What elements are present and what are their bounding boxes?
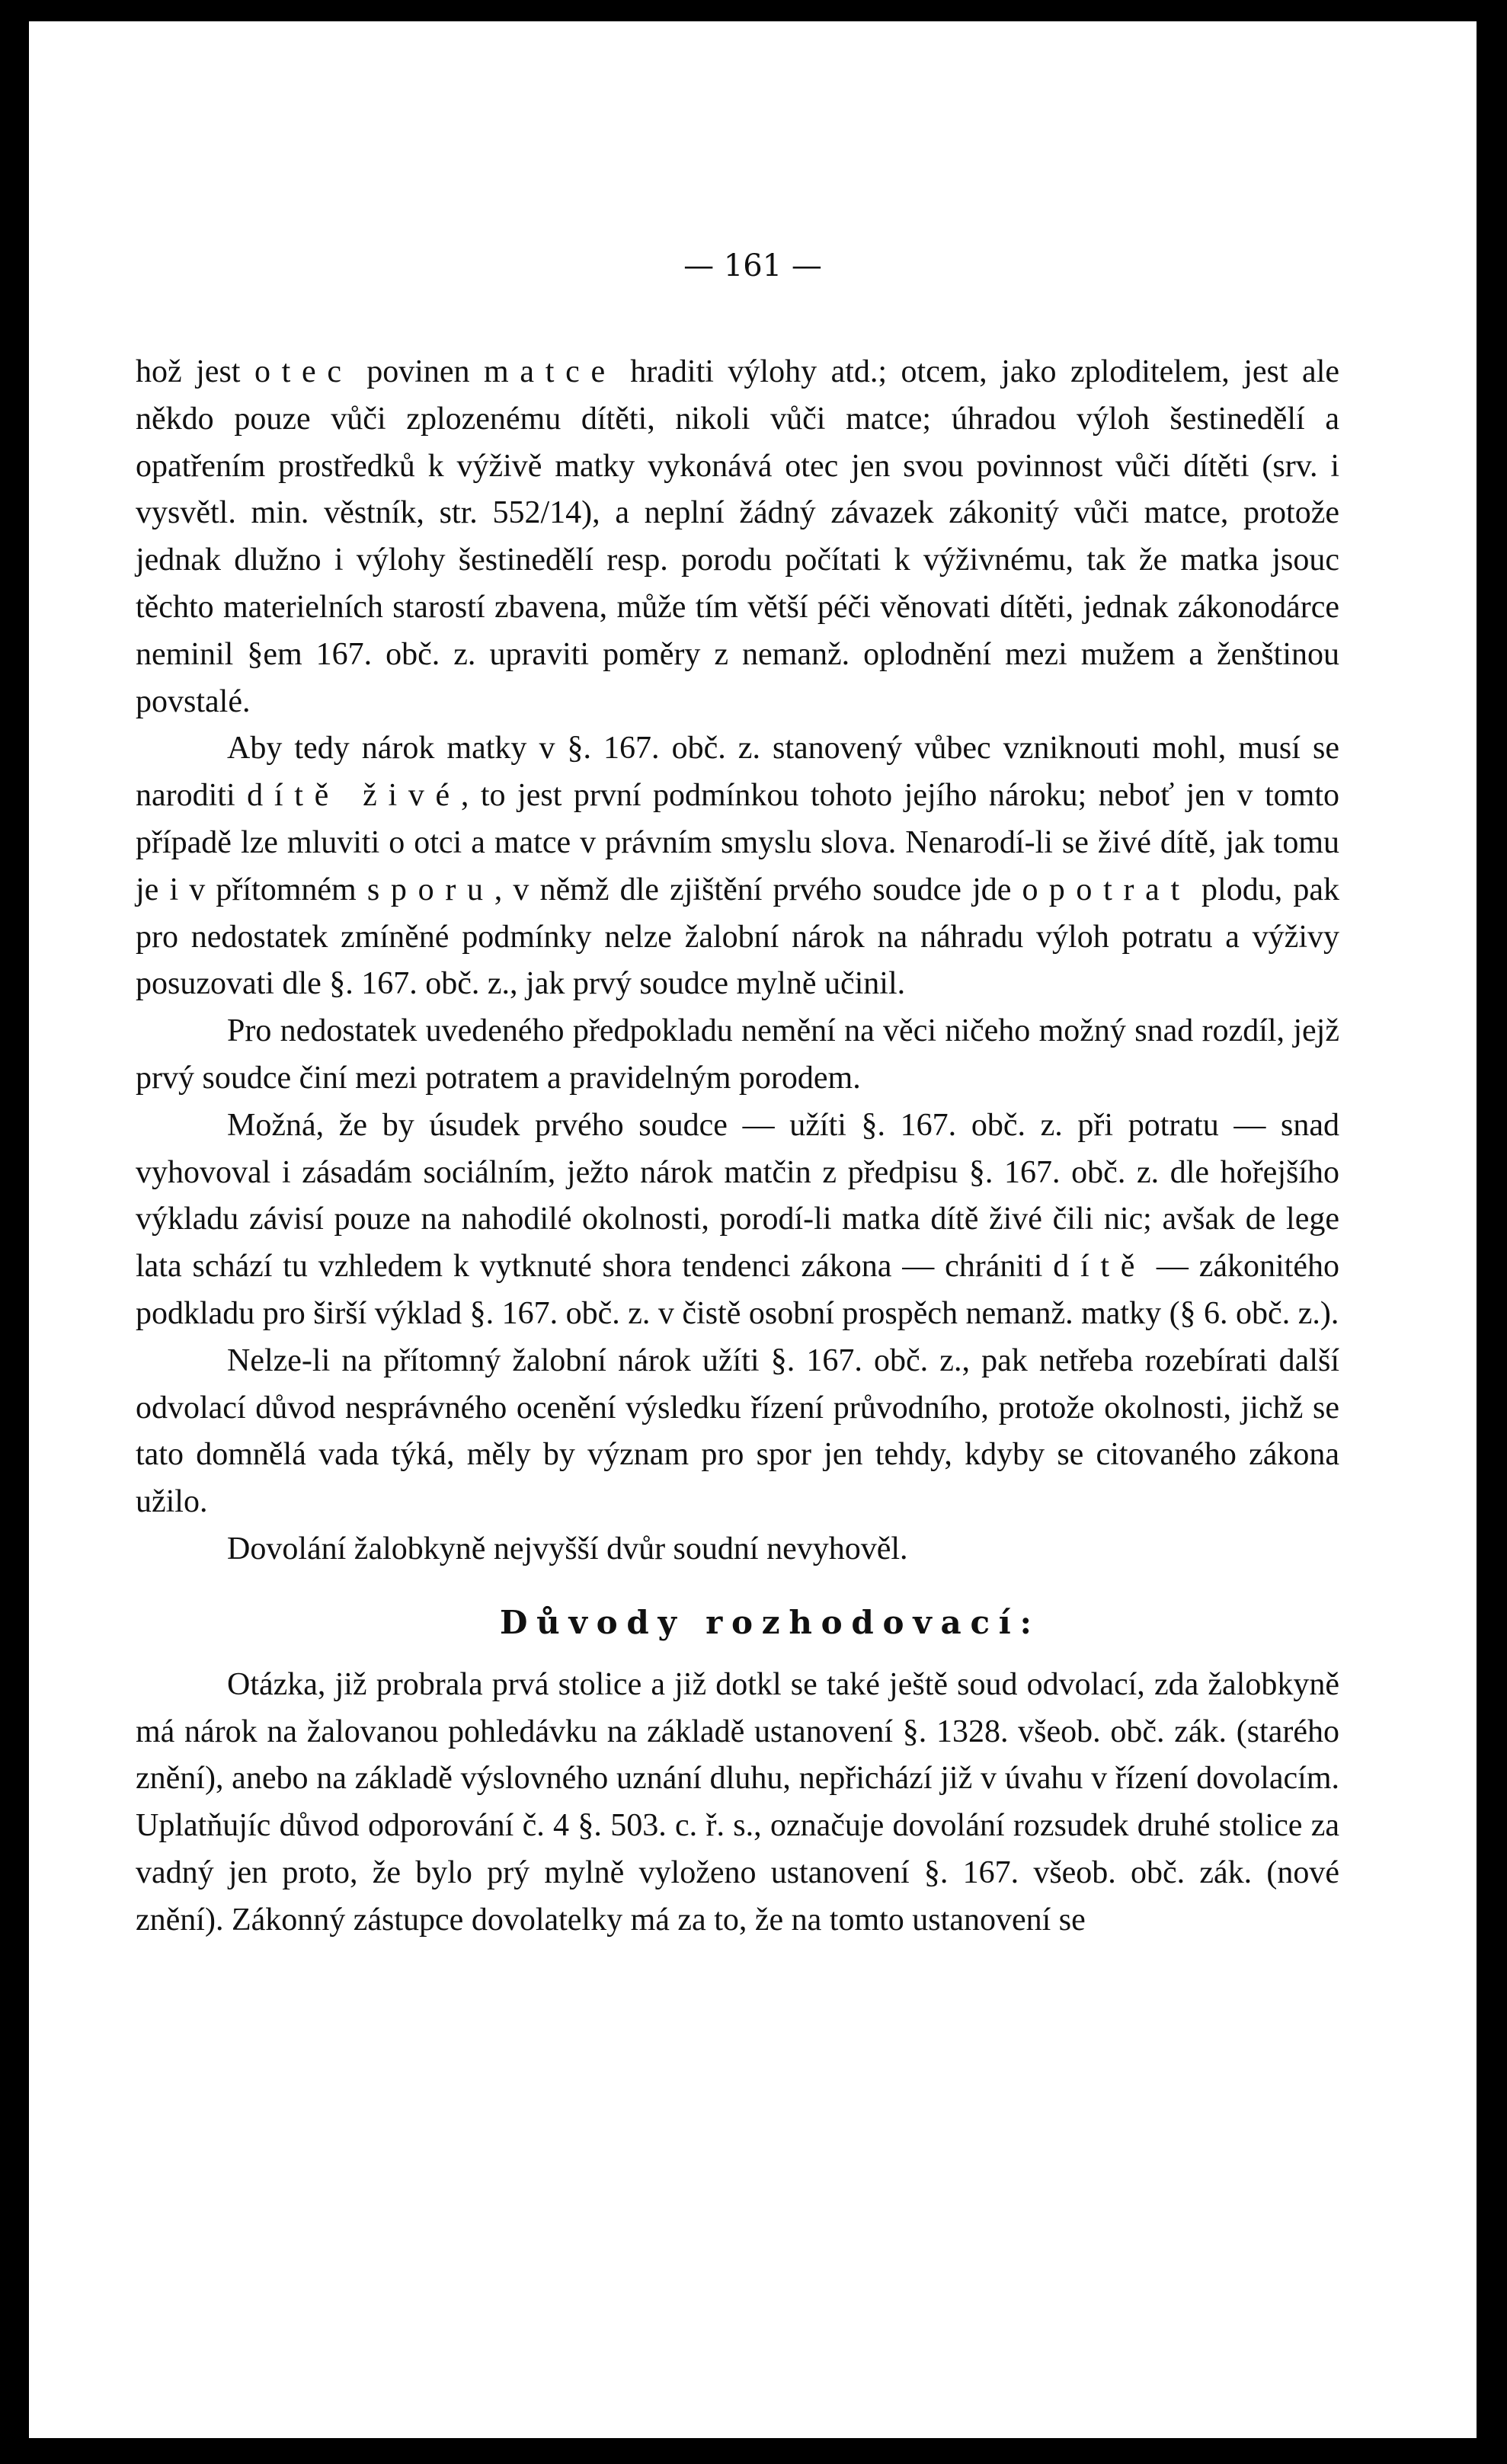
paragraph-4-emphasis-dite: dítě xyxy=(1053,1249,1147,1285)
paragraph-4-text-a: Možná, že by úsudek prvého soudce — užíti §. 167. obč. z. při potratu — snad vyhovoval i zásadám sociálním, ježto nárok matčin z předpisu §. 167. obč. z. dle hořejšího výkladu závisí pouze na nahodilé okolnosti, porodí-li matka dítě živé čili nic; avšak de lege lata schází tu vzhledem k vytknuté shora tendenci zákona — chrániti xyxy=(136,1107,1339,1285)
page-number: — 161 — xyxy=(683,248,822,283)
paragraph-1-text-a: hož jest xyxy=(136,354,254,389)
paragraph-1-emphasis-otec: otec xyxy=(254,354,353,389)
paragraph-4 xyxy=(136,1102,1339,1338)
document-page xyxy=(29,21,1477,2438)
paragraph-1-text-e: hraditi výlohy atd.; otcem, jako zploditelem, jest ale někdo pouze vůči zplozenému dítěti, nikoli vůči matce; úhradou výloh šestinedělí a opatřením prostředků k výživě matky vykonává otec jen svou povinnost vůči dítěti (srv. i vysvětl. min. věstník, str. 552/14), a neplní žádný závazek zákonitý vůči matce, protože jednak dlužno i výlohy šestinedělí resp. porodu počítati k výživnému, tak že matka jsouc těchto materielních starostí zbavena, může tím větší péči věnovati dítěti, jednak zákonodárce neminil §em 167. obč. z. upraviti poměry z nemanž. oplodnění mezi mužem a ženštinou povstalé. xyxy=(136,354,1340,719)
paragraph-2-text-c: , to jest první podmínkou tohoto jejího nároku; neboť jen v tomto případě lze mluviti o otci a matce v právním smyslu slova. Nenarodí-li se živé dítě, jak tomu je i v přítomném xyxy=(136,778,1339,907)
paragraph-2-text-g: plodu, pak pro nedostatek zmíněné podmínky nelze žalobní nárok na náhradu výloh potratu a výživy posuzovati dle §. 167. obč. z., jak prvý soudce mylně učinil. xyxy=(136,872,1339,1002)
paragraph-2-text-e: , v němž dle zjištění prvého soudce jde o xyxy=(494,872,1049,907)
paragraph-1-emphasis-matce: matce xyxy=(484,354,616,389)
paragraph-2-text-a: Aby tedy nárok matky v §. 167. obč. z. stanovený vůbec vzniknouti mohl, musí se naroditi xyxy=(136,731,1339,814)
paragraph-7: Otázka, již probrala prvá stolice a již dotkl se také ještě soud odvolací, zda žalobkyně má nárok na žalovanou pohledávku na základě ustanovení §. 1328. všeob. obč. zák. (starého znění), anebo na základě výslovného uznání dluhu, nepřichází již v úvahu v řízení dovolacím. Uplatňujíc důvod odporování č. 4 §. 503. c. ř. s., označuje dovolání rozsudek druhé stolice za vadný jen proto, že bylo prý mylně vyloženo ustanovení §. 167. všeob. obč. zák. (nové znění). Zákonný zástupce dovolatelky má za to, že na tomto ustanovení se xyxy=(136,1666,1339,1938)
paragraph-2-emphasis-sporu: sporu xyxy=(366,872,494,907)
paragraph-2-emphasis-potrat: potrat xyxy=(1048,872,1191,907)
paragraph-6: Dovolání žalobkyně nejvyšší dvůr soudní nevyhověl. xyxy=(227,1531,908,1566)
paragraph-2 xyxy=(136,725,1339,1008)
body-text xyxy=(136,349,1339,1944)
paragraph-1-text-c: povinen xyxy=(352,354,485,389)
paragraph-5: Nelze-li na přítomný žalobní nárok užíti §. 167. obč. z., pak netřeba rozebírati další odvolací důvod nesprávného ocenění výsledku řízení průvodního, protože okolnosti, jichž se tato domnělá vada týká, měly by význam pro spor jen tehdy, kdyby se citovaného zákona užilo. xyxy=(136,1342,1339,1520)
paragraph-2-emphasis-dite-zive: dítě živé xyxy=(247,778,461,814)
paragraph-1 xyxy=(136,349,1339,725)
paragraph-4-text-c: — zákonitého podkladu pro širší výklad §. 167. obč. z. v čistě osobní prospěch nemanž. matky (§ 6. obč. z.). xyxy=(136,1249,1339,1331)
section-heading: Důvody rozhodovací: xyxy=(500,1603,1041,1641)
paragraph-3: Pro nedostatek uvedeného předpokladu nemění na věci ničeho možný snad rozdíl, jejž prvý soudce činí mezi potratem a pravidelným porodem. xyxy=(136,1013,1339,1096)
